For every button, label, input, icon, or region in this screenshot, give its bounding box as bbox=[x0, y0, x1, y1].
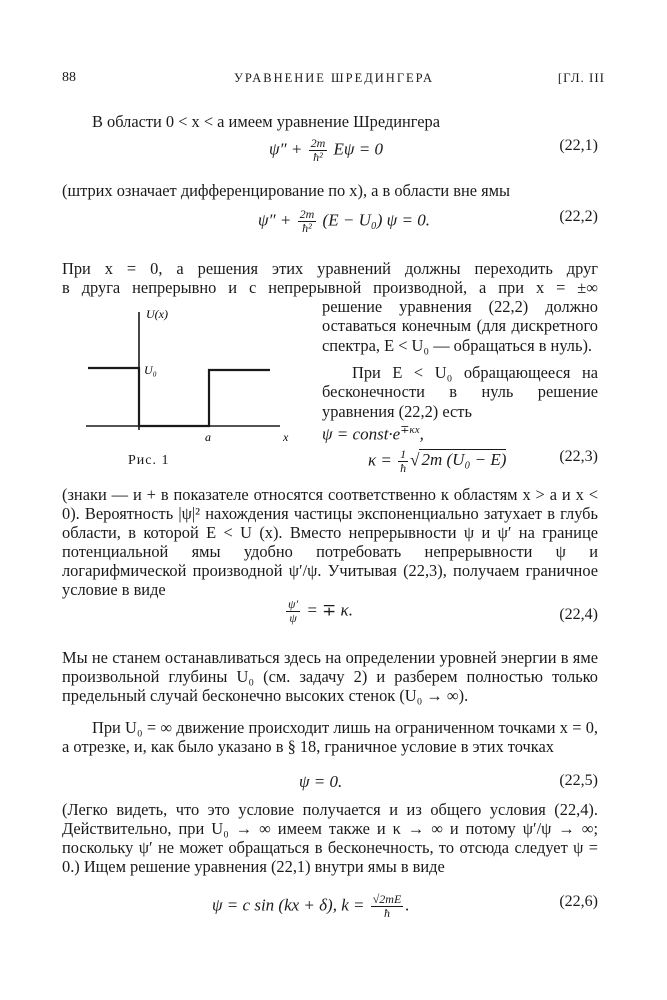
eq3-number: (22,3) bbox=[559, 448, 598, 465]
eq1-num: 2m bbox=[310, 136, 326, 150]
eq1-den: ħ² bbox=[313, 150, 323, 164]
para-boundary-line2: в друга непрерывно и с непрерывной производной, а при x = ±∞ bbox=[62, 278, 598, 297]
para-infinite: При U₀ = ∞ движение происходит лишь на ограниченном точками x = 0, a отрезке, и, как было указано в § 18, граничное условие в этих точках bbox=[62, 718, 598, 756]
wrap-paragraph-2: При E < U₀ обращающееся на бесконечности в нуль решение уравнения (22,2) есть bbox=[322, 363, 598, 421]
u-of-x-label: U(x) bbox=[146, 307, 168, 321]
potential-curve bbox=[88, 368, 270, 426]
eq6-num: √2mE bbox=[372, 892, 402, 906]
eq6-fraction bbox=[371, 893, 404, 920]
eq2-fraction bbox=[298, 208, 317, 235]
a-label: a bbox=[205, 430, 211, 444]
eq3b-lhs: κ = bbox=[368, 450, 392, 470]
eq3a-exponent: ∓κx bbox=[400, 424, 420, 436]
eq2-rhs: (E − U₀) ψ = 0. bbox=[322, 210, 430, 230]
eq5-text: ψ = 0. bbox=[299, 772, 343, 791]
eq2-lhs: ψ″ + bbox=[258, 210, 292, 230]
eq1-lhs: ψ″ + bbox=[269, 139, 303, 159]
para-signs: (знаки — и + в показателе относятся соответственно к областям x > a и x < 0). Вероятность |ψ|² нахождения частицы экспоненциально затухает в глубь области, в которой E < U (x). Вместо непрерывности ψ и ψ′ на границе потенциальной ямы удобно потребовать непрерывности ψ и логарифмической производной ψ′/ψ. Учитывая (22,3), получаем граничное условие в виде bbox=[62, 485, 598, 599]
equation-22-1 bbox=[62, 137, 598, 177]
eq6-tail: . bbox=[405, 895, 410, 915]
para-boundary-line1: При x = 0, a решения этих уравнений должны переходить друг bbox=[62, 259, 598, 278]
after-eq1: (штрих означает дифференцирование по x), а в области вне ямы bbox=[62, 181, 511, 200]
eq3b-num: 1 bbox=[400, 447, 407, 461]
eq4-num: ψ′ bbox=[288, 597, 299, 611]
eq3a-text: ψ = const·e bbox=[322, 424, 401, 444]
equation-22-3b: κ = $\frac{1}{ħ}$ √ 2m (U₀ − E) (22,3) bbox=[368, 447, 598, 475]
eq3b-den: ħ bbox=[400, 461, 407, 475]
para-easy: (Легко видеть, что это условие получается и из общего условия (22,4). Действительно, при U₀ → ∞ имеем также и κ → ∞ и потому ψ′/ψ → ∞; поскольку ψ′ не может обращаться в бесконечность, то отсюда следует ψ = 0.) Ищем решение уравнения (22,1) внутри ямы в виде bbox=[62, 800, 598, 876]
eq2-den: ħ² bbox=[302, 221, 312, 235]
eq4-fraction bbox=[286, 598, 300, 625]
eq3b-fraction bbox=[398, 448, 408, 475]
chapter-label: [ГЛ. III bbox=[557, 70, 605, 85]
eq1-rhs: Eψ = 0 bbox=[333, 139, 383, 159]
eq1-fraction bbox=[309, 137, 328, 164]
running-title: УРАВНЕНИЕ ШРЕДИНГЕРА bbox=[234, 71, 435, 85]
eq4-den: ψ bbox=[289, 611, 297, 625]
eq3b-root: 2m (U₀ − E) bbox=[421, 450, 507, 470]
eq3a-tail: , bbox=[419, 424, 424, 444]
eq6-den: ħ bbox=[384, 906, 391, 920]
eq6-number: (22,6) bbox=[559, 893, 598, 910]
equation-22-2 bbox=[62, 208, 598, 248]
eq2-number: (22,2) bbox=[559, 208, 598, 225]
eq5-number: (22,5) bbox=[559, 772, 598, 789]
equation-22-6 bbox=[62, 893, 598, 933]
eq2-num: 2m bbox=[299, 207, 315, 221]
eq1-number: (22,1) bbox=[559, 137, 598, 154]
page-header bbox=[62, 70, 605, 90]
para-depth: Мы не станем останавливаться здесь на определении уровней энергии в яме произвольной глубины U₀ (см. задачу 2) и разберем полностью только предельный случай бесконечно высоких стенок (U₀ → ∞). bbox=[62, 648, 598, 705]
x-label: x bbox=[283, 430, 289, 444]
intro-line: В области 0 < x < a имеем уравнение Шредингера bbox=[92, 112, 441, 131]
eq4-rhs: = ∓ κ. bbox=[306, 600, 353, 620]
figure-caption: Рис. 1 bbox=[128, 453, 170, 468]
wrap-paragraph-1: решение уравнения (22,2) должно оставаться конечным (для дискретного спектра, E < U₀ — обращаться в нуль). bbox=[322, 297, 598, 355]
u0-label: U₀ bbox=[144, 363, 157, 377]
equation-22-4 bbox=[62, 598, 598, 638]
eq6-lhs: ψ = c sin (kx + δ), k = bbox=[212, 895, 365, 915]
eq4-number: (22,4) bbox=[559, 606, 598, 623]
page-number: 88 bbox=[62, 70, 76, 85]
potential-well-figure bbox=[86, 306, 306, 496]
